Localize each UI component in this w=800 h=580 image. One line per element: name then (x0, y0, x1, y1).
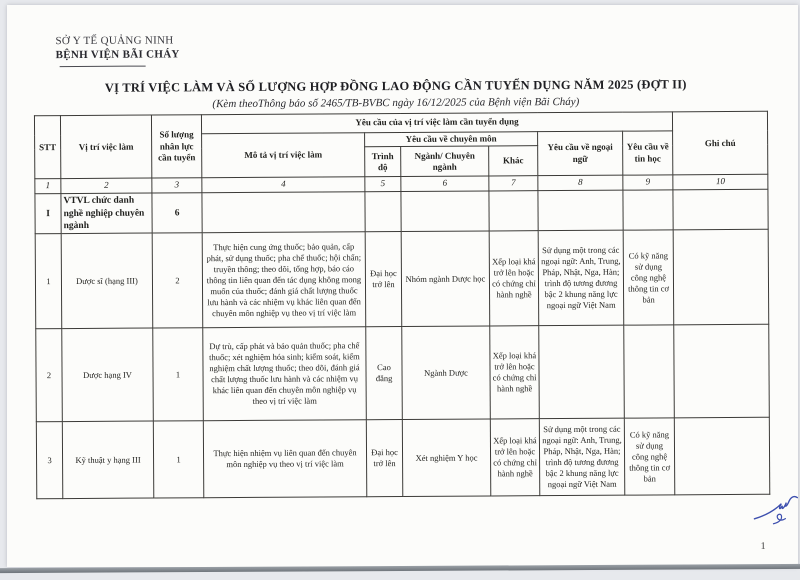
colnum: 3 (152, 178, 202, 193)
cell-quantity: 1 (153, 328, 204, 421)
header-other: Khác (489, 146, 538, 176)
cell-major (401, 191, 489, 232)
cell-language: Sử dụng một trong các ngoại ngữ: Anh, Trung, Pháp, Nhật, Nga, Hàn; trình độ tương đương bậc 2 khung năng lực ngoại ngữ Việt Nam (538, 230, 624, 326)
cell-description (202, 192, 365, 233)
cell-note (673, 230, 769, 326)
header-degree: Trình độ (365, 147, 401, 177)
cell-degree (365, 192, 401, 232)
header-note: Ghi chú (673, 111, 768, 175)
cell-it (623, 190, 673, 230)
document-subtitle: (Kèm theoThông báo số 2465/TB-BVBC ngày 16/12/2025 của Bệnh viện Bãi Cháy) (212, 95, 580, 111)
cell-language: Sử dụng một trong các ngoại ngữ: Anh, Trung, Pháp, Nhật, Nga, Hàn; trình độ tương đương bậc 2 khung năng lực ngoại ngữ Việt Nam (539, 418, 624, 496)
cell-major: Ngành Dược (402, 326, 491, 420)
cell-degree: Đại học trở lên (365, 232, 402, 327)
colnum: 6 (401, 176, 489, 192)
cell-language (539, 325, 625, 419)
cell-it: Có kỹ năng sử dụng công nghệ thông tin cơ bản (623, 230, 674, 325)
cell-degree: Đại học trở lên (366, 420, 402, 497)
cell-position: Kỹ thuật y hạng III (62, 421, 153, 499)
colnum: 2 (61, 178, 152, 194)
header-description: Mô tả vị trí việc làm (202, 133, 365, 178)
cell-other: Xếp loại khá trở lên hoặc có chứng chỉ hành nghề (490, 326, 540, 419)
cell-stt: 2 (36, 329, 63, 422)
cell-quantity: 1 (153, 421, 203, 498)
cell-quantity: 6 (152, 193, 202, 233)
cell-position: Dược sĩ (hạng III) (61, 233, 153, 329)
recruitment-table (34, 111, 770, 500)
table-row (35, 230, 769, 329)
header-major: Ngành/ Chuyên ngành (401, 146, 489, 177)
colnum: 9 (623, 175, 673, 190)
header-it: Yêu cầu về tin học (623, 131, 673, 176)
cell-other: Xếp loại khá trở lên hoặc có chứng chỉ hành nghề (489, 231, 539, 326)
table-row (36, 418, 770, 499)
cell-description: Thực hiện nhiệm vụ liên quan đến chuyên môn nghiệp vụ theo vị trí việc làm (203, 420, 366, 498)
header-position: Vị trí việc làm (60, 115, 151, 179)
cell-stt: 3 (36, 422, 62, 499)
header-language: Yêu cầu về ngoại ngữ (538, 131, 623, 176)
header-quantity: Số lượng nhân lực cần tuyển (151, 115, 201, 179)
page-content (5, 3, 799, 570)
colnum: 8 (538, 175, 623, 191)
document-page (7, 5, 798, 567)
org-name: BỆNH VIỆN BÃI CHÁY (55, 48, 180, 62)
cell-degree: Cao đẳng (366, 327, 403, 420)
letterhead (55, 33, 179, 66)
letterhead-underline (60, 65, 146, 67)
cell-note (673, 190, 768, 231)
cell-quantity: 2 (152, 233, 203, 328)
cell-other: Xếp loại khá trở lên hoặc có chứng chỉ hành nghề (490, 419, 539, 496)
cell-language (538, 190, 623, 231)
page-number: 1 (760, 540, 766, 552)
header-requirements-group: Yêu cầu của vị trí việc làm cần tuyển dụng (201, 112, 672, 134)
cell-it: Có kỹ năng sử dụng công nghệ thông tin cơ bản (624, 418, 675, 495)
header-stt: STT (34, 116, 60, 179)
colnum: 1 (35, 179, 61, 194)
document-title: VỊ TRÍ VIỆC LÀM VÀ SỐ LƯỢNG HỢP ĐỒNG LAO ĐỘNG CẦN TUYỂN DỤNG NĂM 2025 (ĐỢT II) (104, 77, 687, 95)
cell-note (674, 325, 770, 419)
cell-note (674, 418, 769, 496)
cell-it (624, 325, 675, 418)
signature-initials-icon (748, 493, 800, 529)
org-parent-name: SỞ Y TẾ QUẢNG NINH (55, 34, 174, 48)
cell-description: Dự trù, cấp phát và bảo quản thuốc; pha chế thuốc; xét nghiệm hóa sinh; kiểm soát, kiểm nghiệm chất lượng thuốc; theo dõi, đánh giá chất lượng thuốc lưu hành và các nhiệm vụ khác liên quan đến chuyên môn nghiệp vụ theo vị trí việc làm (203, 327, 367, 421)
cell-stt: 1 (35, 234, 62, 329)
colnum: 4 (202, 177, 365, 193)
cell-description: Thực hiện cung ứng thuốc; bảo quản, cấp phát, sử dụng thuốc; pha chế thuốc; hội chẩn; truyền thông; theo dõi, tổng hợp, báo cáo thông tin liên quan đến tác dụng không mong muốn của thuốc; đánh giá chất lượng thuốc lưu hành và các nhiệm vụ khác liên quan đến chuyên môn nghiệp vụ theo vị trí việc làm (202, 232, 366, 328)
cell-other (489, 191, 538, 231)
colnum: 10 (673, 175, 768, 191)
table-row (36, 325, 770, 422)
cell-stt: I (35, 194, 61, 234)
cell-major: Xét nghiệm Y học (402, 419, 490, 497)
colnum: 5 (365, 177, 401, 192)
table-row-section (35, 190, 768, 235)
cell-major: Nhóm ngành Dược học (401, 231, 490, 327)
header-professional-group: Yêu cầu về chuyên môn (365, 132, 538, 147)
cell-position: Dược hạng IV (62, 328, 154, 422)
colnum: 7 (489, 176, 538, 191)
cell-position: VTVL chức danh nghề nghiệp chuyên ngành (61, 193, 152, 234)
